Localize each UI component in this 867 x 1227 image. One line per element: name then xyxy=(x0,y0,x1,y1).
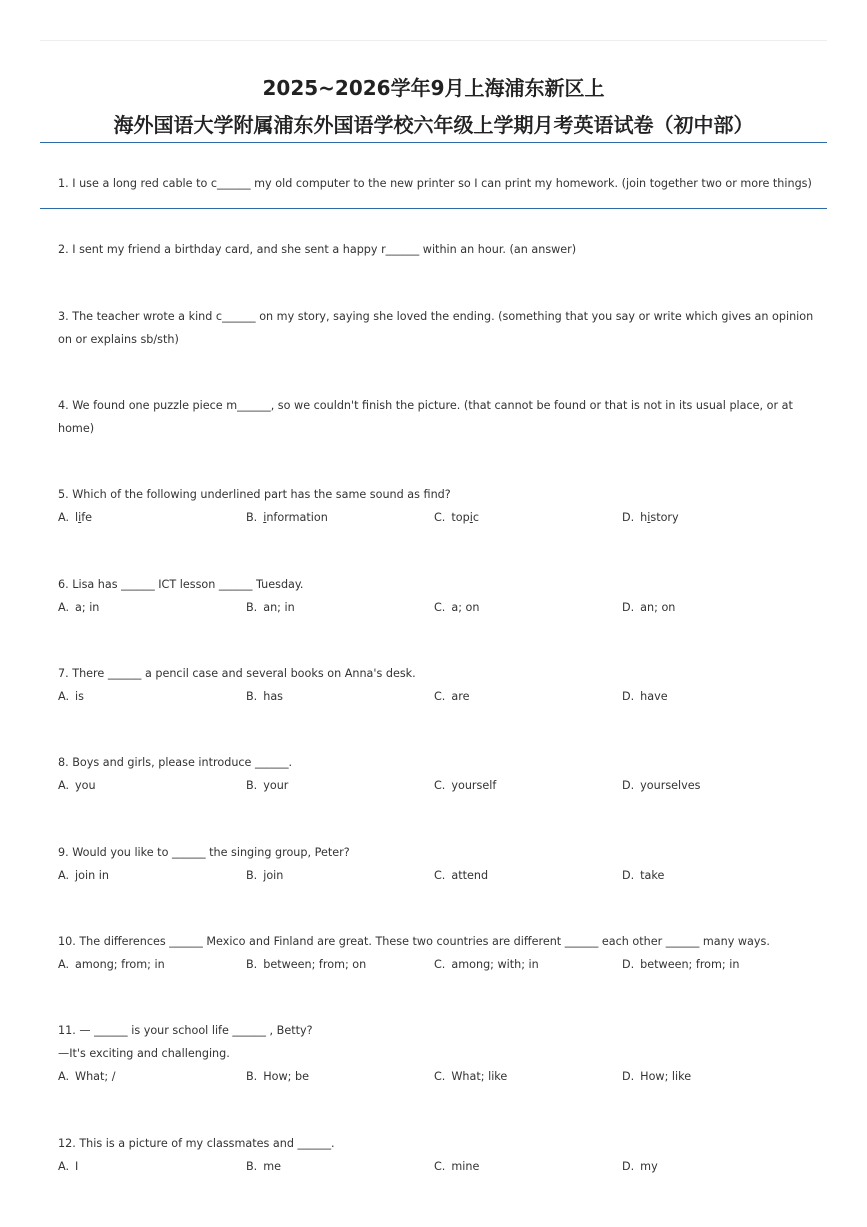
option-text: attend xyxy=(451,869,489,882)
question-stem: 8. Boys and girls, please introduce ______. xyxy=(58,756,293,769)
option-letter: A. xyxy=(58,869,70,882)
exam-title-line-2: 海外国语大学附属浦东外国语学校六年级上学期月考英语试卷（初中部） xyxy=(113,113,754,137)
underlined-letter: i xyxy=(469,511,473,524)
underlined-letter: i xyxy=(263,511,267,524)
stem-text: nd? xyxy=(430,488,451,501)
option-text: How; be xyxy=(263,1070,309,1083)
option-text: among; with; in xyxy=(451,958,539,971)
option-letter: B. xyxy=(246,690,258,703)
option-a[interactable] xyxy=(58,774,246,797)
option-c[interactable] xyxy=(434,1065,622,1088)
question-stem: 11. — ______ is your school life ______ , Betty? xyxy=(58,1024,313,1037)
option-c[interactable] xyxy=(434,1155,622,1178)
question-stem: 4. We found one puzzle piece m______, so we couldn't finish the picture. (that cannot be found or that is not in its usual place, or at home) xyxy=(58,399,793,435)
question-4 xyxy=(58,394,820,440)
option-a[interactable] xyxy=(58,864,246,887)
option-text: I xyxy=(75,1160,79,1173)
option-letter: C. xyxy=(434,601,446,614)
option-text: among; from; in xyxy=(75,958,165,971)
option-letter: A. xyxy=(58,779,70,792)
option-c[interactable] xyxy=(434,685,622,708)
option-text: yourselves xyxy=(640,779,701,792)
option-letter: B. xyxy=(246,869,258,882)
option-c[interactable] xyxy=(434,774,622,797)
option-a[interactable] xyxy=(58,506,246,529)
option-letter: D. xyxy=(622,601,635,614)
option-b[interactable] xyxy=(246,1065,434,1088)
option-letter: A. xyxy=(58,690,70,703)
option-text: join in xyxy=(75,869,109,882)
option-d[interactable] xyxy=(622,596,810,619)
question-11 xyxy=(58,1019,820,1088)
option-b[interactable] xyxy=(246,506,434,529)
question-stem: 1. I use a long red cable to c______ my old computer to the new printer so I can print my homework. (join together two or more things) xyxy=(58,177,812,190)
question-12 xyxy=(58,1132,820,1178)
option-a[interactable] xyxy=(58,953,246,976)
option-letter: D. xyxy=(622,690,635,703)
option-letter: C. xyxy=(434,690,446,703)
option-d[interactable] xyxy=(622,1155,810,1178)
option-letter: A. xyxy=(58,1070,70,1083)
option-letter: B. xyxy=(246,779,258,792)
question-2 xyxy=(58,238,820,261)
options-row xyxy=(58,864,820,887)
underlined-letter: i xyxy=(78,511,82,524)
option-text: How; like xyxy=(640,1070,692,1083)
option-text: fe xyxy=(81,511,93,524)
section-divider xyxy=(40,208,827,209)
option-text: c xyxy=(472,511,479,524)
option-c[interactable] xyxy=(434,864,622,887)
option-text: l xyxy=(75,511,79,524)
option-letter: D. xyxy=(622,511,635,524)
option-text: has xyxy=(263,690,284,703)
question-stem: 7. There ______ a pencil case and several books on Anna's desk. xyxy=(58,667,416,680)
options-row xyxy=(58,506,820,529)
options-row xyxy=(58,596,820,619)
option-text: a; on xyxy=(451,601,480,614)
option-letter: A. xyxy=(58,511,70,524)
question-stem: 12. This is a picture of my classmates and ______. xyxy=(58,1137,335,1150)
question-stem: 10. The differences ______ Mexico and Finland are great. These two countries are different ______ each other ______ many ways. xyxy=(58,935,770,948)
option-letter: B. xyxy=(246,958,258,971)
option-a[interactable] xyxy=(58,685,246,708)
option-d[interactable] xyxy=(622,864,810,887)
top-divider xyxy=(40,40,827,41)
option-c[interactable] xyxy=(434,506,622,529)
option-d[interactable] xyxy=(622,953,810,976)
question-10 xyxy=(58,930,820,976)
title-divider xyxy=(40,142,827,143)
option-c[interactable] xyxy=(434,953,622,976)
option-letter: C. xyxy=(434,779,446,792)
option-letter: D. xyxy=(622,958,635,971)
options-row xyxy=(58,1155,820,1178)
option-letter: B. xyxy=(246,601,258,614)
option-text: is xyxy=(75,690,84,703)
option-text: story xyxy=(650,511,679,524)
option-letter: C. xyxy=(434,1070,446,1083)
option-text: you xyxy=(75,779,96,792)
option-letter: D. xyxy=(622,869,635,882)
question-7 xyxy=(58,662,820,708)
option-b[interactable] xyxy=(246,1155,434,1178)
options-row xyxy=(58,774,820,797)
option-letter: A. xyxy=(58,1160,70,1173)
option-d[interactable] xyxy=(622,685,810,708)
option-a[interactable] xyxy=(58,596,246,619)
question-stem-reply: —It's exciting and challenging. xyxy=(58,1047,230,1060)
option-letter: B. xyxy=(246,511,258,524)
option-text: yourself xyxy=(451,779,497,792)
option-letter: C. xyxy=(434,869,446,882)
option-b[interactable] xyxy=(246,953,434,976)
option-text: mine xyxy=(451,1160,480,1173)
option-letter: D. xyxy=(622,1160,635,1173)
option-text: me xyxy=(263,1160,282,1173)
question-stem: 9. Would you like to ______ the singing group, Peter? xyxy=(58,846,350,859)
options-row xyxy=(58,953,820,976)
option-text: are xyxy=(451,690,470,703)
option-letter: B. xyxy=(246,1070,258,1083)
option-text: What; / xyxy=(75,1070,116,1083)
option-text: take xyxy=(640,869,665,882)
option-text: h xyxy=(640,511,648,524)
option-text: between; from; in xyxy=(640,958,740,971)
exam-title-line-1: 2025~2026学年9月上海浦东新区上 xyxy=(262,76,605,100)
option-d[interactable] xyxy=(622,774,810,797)
question-stem: 2. I sent my friend a birthday card, and she sent a happy r______ within an hour. (an answer) xyxy=(58,243,577,256)
option-text: an; in xyxy=(263,601,295,614)
option-c[interactable] xyxy=(434,596,622,619)
option-d[interactable] xyxy=(622,506,810,529)
option-letter: C. xyxy=(434,1160,446,1173)
option-b[interactable] xyxy=(246,864,434,887)
options-row xyxy=(58,685,820,708)
underlined-letter: i xyxy=(647,511,651,524)
option-letter: B. xyxy=(246,1160,258,1173)
option-a[interactable] xyxy=(58,1065,246,1088)
option-a[interactable] xyxy=(58,1155,246,1178)
option-text: between; from; on xyxy=(263,958,367,971)
option-text: a; in xyxy=(75,601,100,614)
question-8 xyxy=(58,751,820,797)
question-5 xyxy=(58,483,820,529)
stem-text: 5. Which of the following underlined part has the same sound as f xyxy=(58,488,431,501)
option-b[interactable] xyxy=(246,685,434,708)
question-6 xyxy=(58,573,820,619)
question-stem xyxy=(58,483,820,506)
option-letter: C. xyxy=(434,958,446,971)
option-text: my xyxy=(640,1160,658,1173)
option-text: an; on xyxy=(640,601,676,614)
options-row xyxy=(58,1065,820,1088)
option-b[interactable] xyxy=(246,596,434,619)
option-letter: A. xyxy=(58,601,70,614)
option-b[interactable] xyxy=(246,774,434,797)
option-letter: A. xyxy=(58,958,70,971)
option-letter: D. xyxy=(622,1070,635,1083)
option-letter: C. xyxy=(434,511,446,524)
question-stem: 6. Lisa has ______ ICT lesson ______ Tuesday. xyxy=(58,578,304,591)
option-text: have xyxy=(640,690,668,703)
option-text: nformation xyxy=(266,511,328,524)
option-text: join xyxy=(263,869,284,882)
option-d[interactable] xyxy=(622,1065,810,1088)
option-letter: D. xyxy=(622,779,635,792)
question-stem: 3. The teacher wrote a kind c______ on my story, saying she loved the ending. (something that you say or write which gives an opinion on or explains sb/sth) xyxy=(58,310,814,346)
option-text: top xyxy=(451,511,470,524)
question-9 xyxy=(58,841,820,887)
option-text: your xyxy=(263,779,289,792)
question-3 xyxy=(58,305,820,351)
option-text: What; like xyxy=(451,1070,508,1083)
question-1 xyxy=(58,172,820,195)
